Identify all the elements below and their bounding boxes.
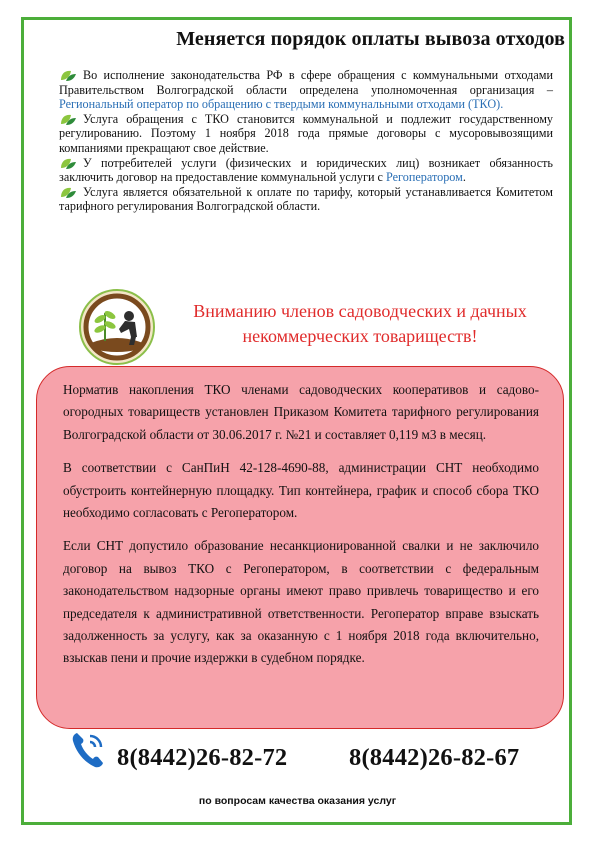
- highlight-text: Региональный оператор по обращению с твердыми коммунальными отходами (ТКО).: [59, 97, 504, 112]
- bullet-text: Во исполнение законодательства РФ в сфере обращения с коммунальными отходами Правительством Волгоградской области определена уполномоченная организация –: [59, 68, 553, 97]
- phone-icon: [70, 730, 106, 770]
- bullet-text: У потребителей услуги (физических и юридических лиц) возникает обязанность заключить договор на предоставление коммунальной услуги с: [59, 155, 553, 185]
- attention-line-1: Вниманию членов садоводческих и дачных: [193, 301, 527, 321]
- bullet-item: [59, 68, 553, 112]
- info-text: [63, 379, 539, 681]
- bullet-text-after: .: [462, 170, 466, 185]
- phone-number-1[interactable]: 8(8442)26-82-72: [117, 744, 288, 771]
- info-paragraph: В соответствии с СанПиН 42-128-4690-88, администрации СНТ необходимо обустроить контейнерную площадку. Тип контейнера, график и способ сбора ТКО необходимо согласовать с Регоператором.: [63, 460, 539, 521]
- attention-heading: [160, 299, 560, 349]
- leaf-icon: [59, 186, 77, 199]
- bullet-item: [59, 156, 553, 185]
- bullet-list: [59, 68, 553, 214]
- gardener-emblem-icon: [79, 289, 155, 365]
- phone-number-2[interactable]: 8(8442)26-82-67: [349, 744, 520, 771]
- info-paragraph: Если СНТ допустило образование несанкционированной свалки и не заключило договор на вывоз ТКО с Регоператором, в соответствии с федеральным законодательством надзорные органы имеют право привлечь товарищество и его председателя к административной ответственности. Регоператор вправе взыскать задолженность за услугу, как за оказанную с 1 ноября 2018 года включительно, взыскав пени и прочие издержки в судебном порядке.: [63, 538, 539, 666]
- attention-line-2: некоммерческих товариществ!: [242, 326, 478, 346]
- bullet-item: [59, 185, 553, 214]
- info-paragraph: Норматив накопления ТКО членами садоводческих кооперативов и садово-огородных товариществ установлен Приказом Комитета тарифного регулирования Волгоградской области от 30.06.2017 г. №21 и составляет 0,119 м3 в месяц.: [63, 382, 539, 442]
- bullet-item: [59, 112, 553, 156]
- highlight-text: Регоператором: [386, 170, 463, 185]
- leaf-icon: [59, 157, 77, 170]
- contacts-caption: по вопросам качества оказания услуг: [198, 795, 397, 807]
- page-title: Меняется порядок оплаты вывоза отходов: [176, 28, 565, 50]
- bullet-text: Услуга является обязательной к оплате по тарифу, который устанавливается Комитетом тарифного регулирования Волгоградской области.: [59, 184, 553, 214]
- leaf-icon: [59, 113, 77, 126]
- leaf-icon: [59, 69, 77, 82]
- bullet-text: Услуга обращения с ТКО становится коммунальной и подлежит государственному регулированию. Поэтому 1 ноября 2018 года прямые договоры с мусоровывозящими компаниями прекращают свое действие.: [59, 111, 553, 155]
